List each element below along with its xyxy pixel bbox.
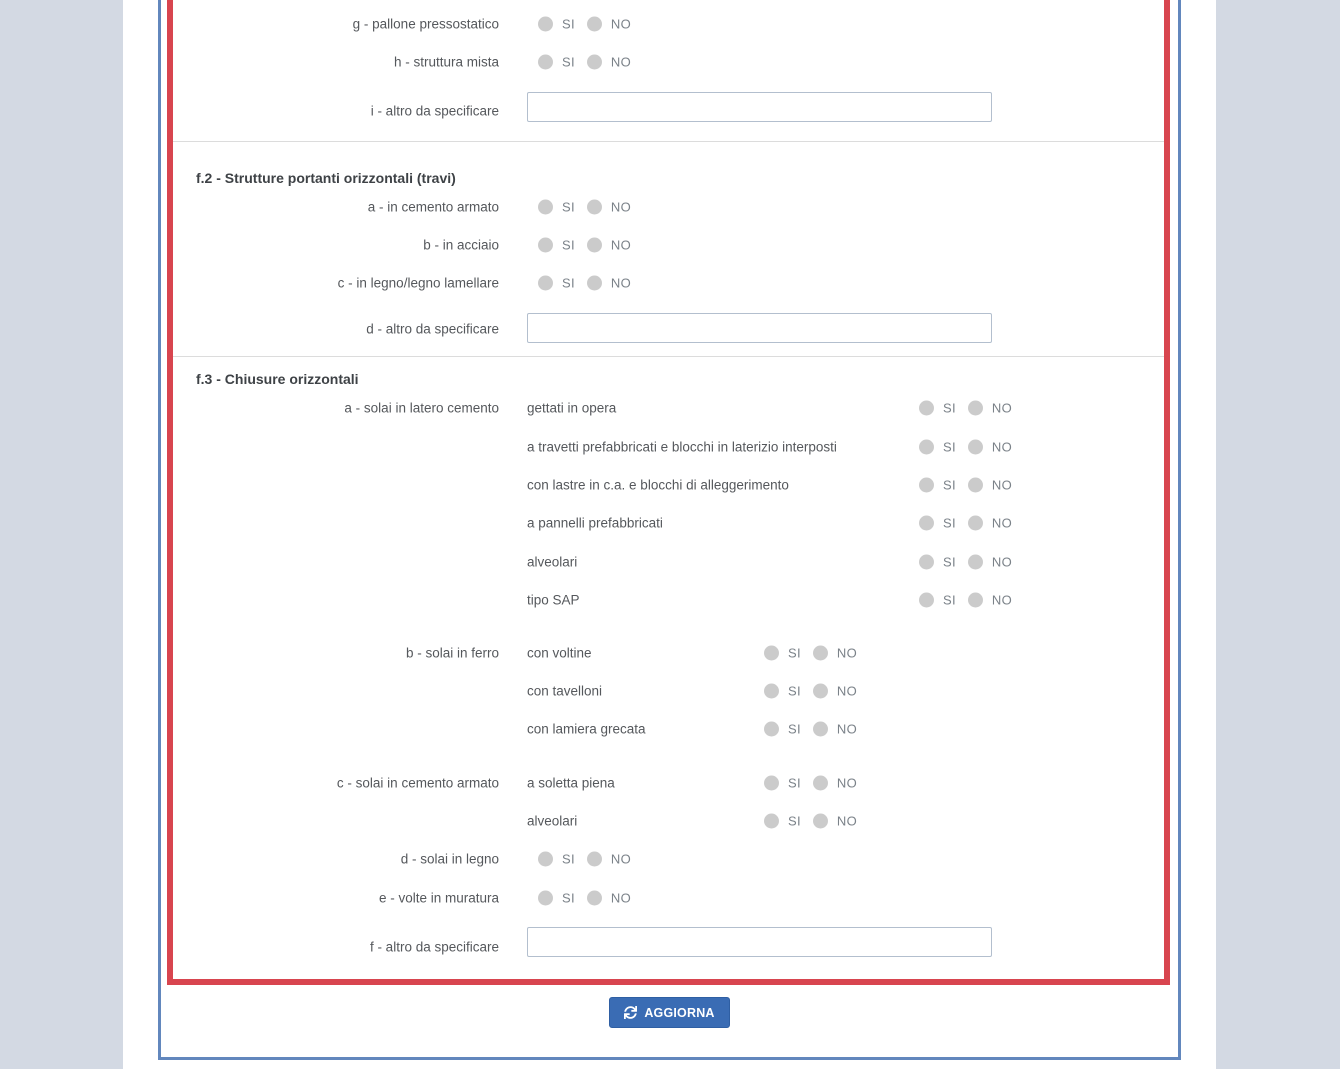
radio-no-label: NO xyxy=(991,554,1012,570)
radio-no-label: NO xyxy=(836,645,857,661)
radio-si-label: SI xyxy=(943,515,956,531)
radio-no-label: NO xyxy=(836,721,857,737)
radio-no-label: NO xyxy=(610,54,631,70)
radio-no[interactable] xyxy=(587,852,602,867)
row-in-cemento-armato xyxy=(173,188,1164,226)
radio-si-label: SI xyxy=(788,683,801,699)
field-label: a - in cemento armato xyxy=(367,199,499,215)
sub-option-label: gettati in opera xyxy=(527,400,617,416)
radio-si[interactable] xyxy=(538,852,553,867)
radio-si-label: SI xyxy=(562,199,575,215)
aggiorna-button[interactable] xyxy=(609,997,729,1028)
radio-group-si-no xyxy=(538,852,631,867)
radio-si-label: SI xyxy=(788,645,801,661)
section-f3-header: f.3 - Chiusure orizzontali xyxy=(196,371,359,387)
radio-no[interactable] xyxy=(968,593,983,608)
sub-option-label: con tavelloni xyxy=(527,683,603,699)
sub-option-label: alveolari xyxy=(527,554,578,570)
radio-group-si-no xyxy=(919,477,1012,492)
sub-option-label: alveolari xyxy=(527,813,578,829)
radio-group-si-no xyxy=(919,516,1012,531)
radio-no[interactable] xyxy=(587,276,602,291)
section-f2 xyxy=(173,168,1164,356)
radio-no[interactable] xyxy=(813,722,828,737)
field-label: h - struttura mista xyxy=(393,54,499,70)
radio-no-label: NO xyxy=(610,275,631,291)
radio-no[interactable] xyxy=(968,439,983,454)
radio-si-label: SI xyxy=(562,54,575,70)
radio-si-label: SI xyxy=(943,477,956,493)
radio-no-label: NO xyxy=(836,683,857,699)
row-volte-in-muratura xyxy=(173,879,1164,917)
field-label: a - solai in latero cemento xyxy=(344,400,499,416)
field-label: c - solai in cemento armato xyxy=(336,775,499,791)
row-latero-cemento-tipo-sap xyxy=(173,581,1164,619)
radio-group-si-no xyxy=(764,683,857,698)
radio-no[interactable] xyxy=(587,17,602,32)
radio-no-label: NO xyxy=(836,813,857,829)
radio-group-si-no xyxy=(919,593,1012,608)
radio-no[interactable] xyxy=(587,55,602,70)
section-f1-partial xyxy=(173,0,1164,141)
radio-si-label: SI xyxy=(562,851,575,867)
row-f2-altro-da-specificare xyxy=(173,302,1164,356)
radio-no[interactable] xyxy=(813,645,828,660)
row-f1-altro-da-specificare xyxy=(173,81,1164,141)
radio-group-si-no xyxy=(538,55,631,70)
radio-no-label: NO xyxy=(991,515,1012,531)
field-label: d - altro da specificare xyxy=(366,321,499,337)
radio-si[interactable] xyxy=(538,276,553,291)
field-label: d - solai in legno xyxy=(400,851,499,867)
form-actions xyxy=(161,997,1178,1028)
field-label: b - in acciaio xyxy=(423,237,499,253)
radio-no-label: NO xyxy=(610,851,631,867)
content-panel xyxy=(123,0,1216,1069)
radio-group-si-no xyxy=(538,276,631,291)
radio-si[interactable] xyxy=(538,238,553,253)
radio-no-label: NO xyxy=(991,400,1012,416)
radio-no[interactable] xyxy=(968,554,983,569)
f2-altro-input[interactable] xyxy=(527,313,992,343)
row-latero-cemento-travetti xyxy=(173,427,1164,465)
radio-group-si-no xyxy=(764,645,857,660)
radio-si-label: SI xyxy=(943,592,956,608)
radio-si-label: SI xyxy=(943,400,956,416)
radio-no-label: NO xyxy=(610,890,631,906)
radio-no[interactable] xyxy=(587,238,602,253)
section-divider xyxy=(173,356,1164,357)
sub-option-label: a travetti prefabbricati e blocchi in laterizio interposti xyxy=(527,439,837,455)
radio-no[interactable] xyxy=(813,814,828,829)
form-highlight-container xyxy=(167,0,1170,985)
field-label: i - altro da specificare xyxy=(370,103,499,119)
row-latero-cemento-gettati xyxy=(173,389,1164,427)
sub-option-label: con lastre in c.a. e blocchi di alleggerimento xyxy=(527,477,789,493)
radio-si-label: SI xyxy=(562,16,575,32)
radio-si[interactable] xyxy=(538,55,553,70)
row-struttura-mista xyxy=(173,43,1164,81)
radio-si[interactable] xyxy=(919,593,934,608)
radio-no-label: NO xyxy=(610,16,631,32)
radio-si-label: SI xyxy=(943,554,956,570)
radio-no[interactable] xyxy=(968,477,983,492)
radio-no-label: NO xyxy=(610,237,631,253)
f3-altro-input[interactable] xyxy=(527,927,992,957)
row-in-acciaio xyxy=(173,226,1164,264)
radio-group-si-no xyxy=(764,775,857,790)
field-label: b - solai in ferro xyxy=(405,645,499,661)
radio-si[interactable] xyxy=(538,200,553,215)
field-label: g - pallone pressostatico xyxy=(352,16,499,32)
radio-no-label: NO xyxy=(991,477,1012,493)
radio-group-si-no xyxy=(538,200,631,215)
radio-si[interactable] xyxy=(764,775,779,790)
field-label: e - volte in muratura xyxy=(378,890,499,906)
section-f3 xyxy=(173,369,1164,977)
radio-group-si-no xyxy=(538,238,631,253)
f1-altro-input[interactable] xyxy=(527,92,992,122)
sub-option-label: con lamiera grecata xyxy=(527,721,646,737)
radio-si[interactable] xyxy=(919,477,934,492)
radio-group-si-no xyxy=(764,814,857,829)
sub-option-label: a pannelli prefabbricati xyxy=(527,515,663,531)
field-label: f - altro da specificare xyxy=(369,939,499,955)
row-solai-ca-alveolari xyxy=(173,802,1164,840)
radio-si[interactable] xyxy=(764,814,779,829)
radio-si[interactable] xyxy=(919,439,934,454)
row-latero-cemento-lastre xyxy=(173,466,1164,504)
sub-option-label: a soletta piena xyxy=(527,775,615,791)
radio-si-label: SI xyxy=(562,275,575,291)
radio-no-label: NO xyxy=(836,775,857,791)
field-label: c - in legno/legno lamellare xyxy=(337,275,499,291)
aggiorna-button-label: AGGIORNA xyxy=(644,1005,715,1020)
section-f2-header: f.2 - Strutture portanti orizzontali (travi) xyxy=(196,170,456,186)
radio-group-si-no xyxy=(919,439,1012,454)
radio-group-si-no xyxy=(764,722,857,737)
radio-no[interactable] xyxy=(587,890,602,905)
radio-si[interactable] xyxy=(538,17,553,32)
radio-no[interactable] xyxy=(813,775,828,790)
radio-si-label: SI xyxy=(562,890,575,906)
form-outer-container xyxy=(158,0,1181,1060)
radio-no-label: NO xyxy=(991,592,1012,608)
row-solai-ca-soletta xyxy=(173,764,1164,802)
row-solai-ferro-voltine xyxy=(173,633,1164,671)
radio-si[interactable] xyxy=(764,722,779,737)
radio-si[interactable] xyxy=(538,890,553,905)
radio-si-label: SI xyxy=(943,439,956,455)
row-solai-ferro-lamiera xyxy=(173,710,1164,748)
row-solai-ferro-tavelloni xyxy=(173,672,1164,710)
row-pallone-pressostatico xyxy=(173,5,1164,43)
row-latero-cemento-alveolari xyxy=(173,543,1164,581)
row-f3-altro-da-specificare xyxy=(173,917,1164,977)
radio-no[interactable] xyxy=(968,516,983,531)
radio-no-label: NO xyxy=(610,199,631,215)
sub-option-label: tipo SAP xyxy=(527,592,580,608)
radio-group-si-no xyxy=(919,401,1012,416)
radio-group-si-no xyxy=(919,554,1012,569)
refresh-icon xyxy=(624,1006,637,1019)
section-divider xyxy=(173,141,1164,142)
radio-no[interactable] xyxy=(587,200,602,215)
radio-si-label: SI xyxy=(788,721,801,737)
row-latero-cemento-pannelli xyxy=(173,504,1164,542)
radio-no[interactable] xyxy=(813,683,828,698)
radio-si[interactable] xyxy=(919,554,934,569)
radio-group-si-no xyxy=(538,17,631,32)
row-solai-in-legno xyxy=(173,840,1164,878)
radio-si[interactable] xyxy=(764,645,779,660)
radio-si[interactable] xyxy=(919,516,934,531)
radio-si[interactable] xyxy=(919,401,934,416)
radio-si-label: SI xyxy=(788,813,801,829)
radio-si-label: SI xyxy=(562,237,575,253)
radio-no[interactable] xyxy=(968,401,983,416)
radio-group-si-no xyxy=(538,890,631,905)
row-in-legno-lamellare xyxy=(173,264,1164,302)
sub-option-label: con voltine xyxy=(527,645,592,661)
radio-si-label: SI xyxy=(788,775,801,791)
radio-si[interactable] xyxy=(764,683,779,698)
radio-no-label: NO xyxy=(991,439,1012,455)
